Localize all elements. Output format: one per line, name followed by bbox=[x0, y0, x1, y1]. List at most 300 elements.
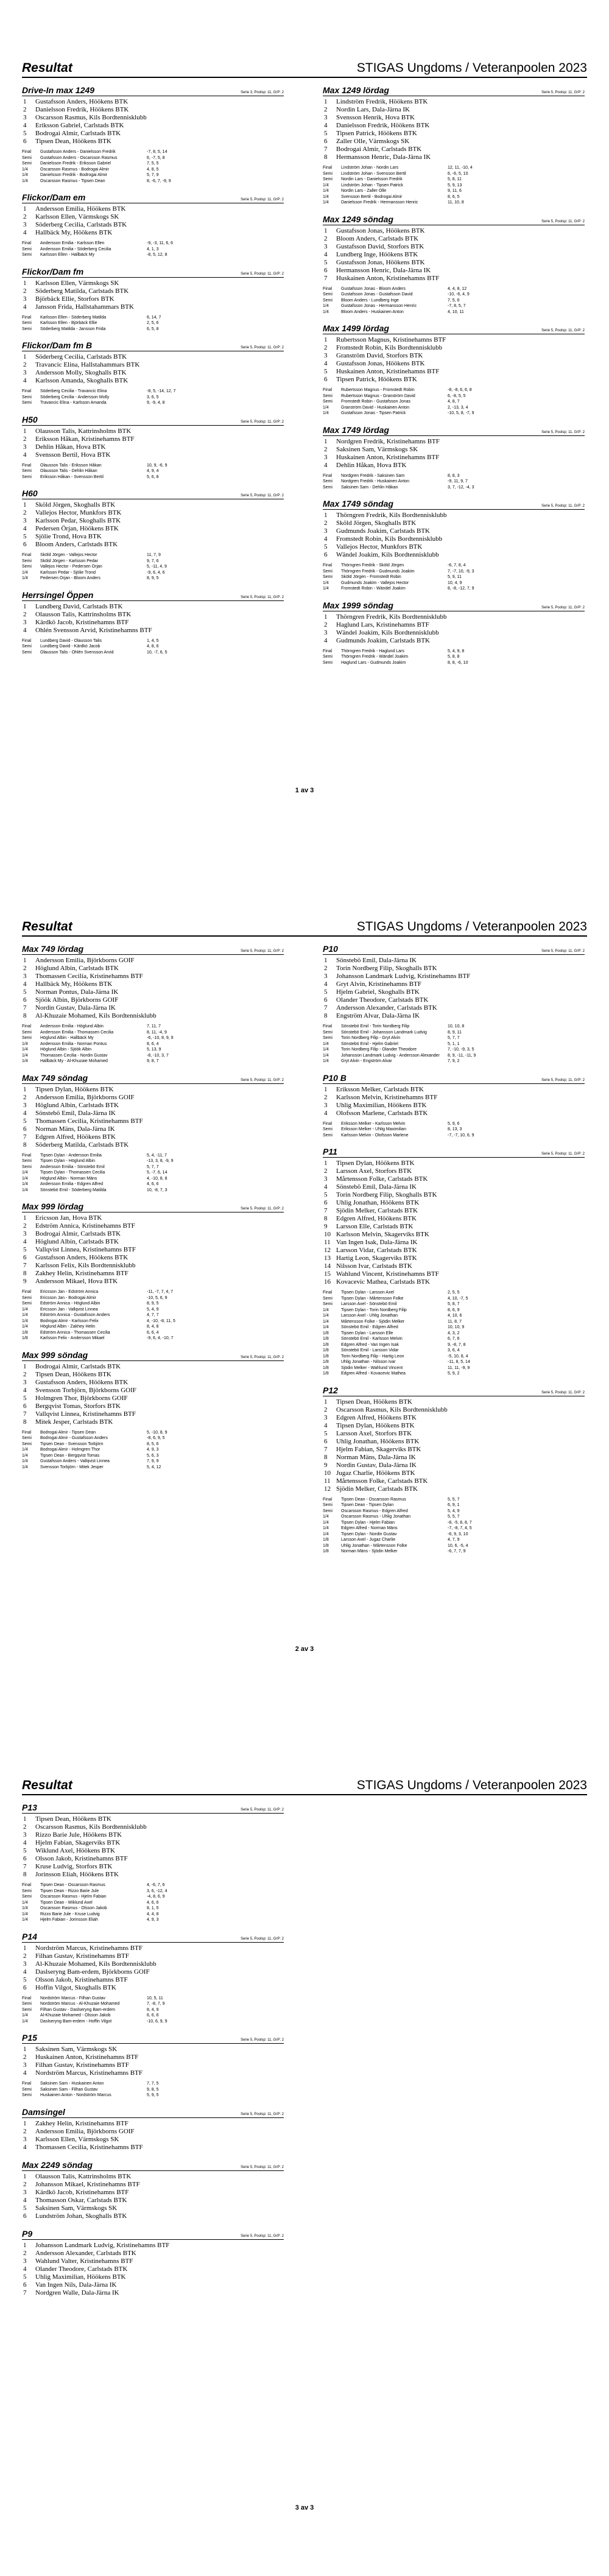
class-info: Serie 5, Poolsp: 11, GrP: 2 bbox=[541, 504, 585, 508]
match-score: 7, 11, 7 bbox=[147, 1024, 161, 1029]
placement-row bbox=[323, 344, 585, 352]
match-round: 1/4 bbox=[323, 1041, 329, 1046]
placement-row bbox=[323, 235, 585, 243]
placement-list bbox=[22, 603, 284, 635]
placement-row bbox=[22, 2281, 284, 2289]
match-players: Nordgren Fredrik - Saksinen Sam bbox=[341, 473, 405, 478]
class-info: Serie 5, Poolsp: 11, GrP: 2 bbox=[241, 949, 284, 953]
placement-row bbox=[22, 2189, 284, 2197]
match-score: -8, -10, 3, 7 bbox=[147, 1053, 169, 1058]
match-players: Eriksson Melker - Karlsson Melvin bbox=[341, 1121, 406, 1126]
placement-number: 4 bbox=[23, 377, 27, 384]
placement-number: 4 bbox=[23, 122, 27, 129]
player-name: Huskainen Anton, Kristinehamns BTF bbox=[336, 453, 440, 461]
placement-number: 2 bbox=[23, 965, 27, 972]
match-row bbox=[22, 1307, 284, 1313]
match-row bbox=[323, 1325, 585, 1331]
match-score: 4, 3, 2 bbox=[448, 1331, 460, 1336]
match-round: 1/4 bbox=[323, 1520, 329, 1525]
placement-number: 6 bbox=[23, 1125, 27, 1133]
placement-row bbox=[22, 1086, 284, 1094]
player-name: Gustafsson Anders, Höökens BTK bbox=[35, 1254, 128, 1261]
match-row bbox=[323, 399, 585, 405]
match-score: 8, 13, 3 bbox=[448, 1127, 462, 1131]
match-score: 8, 5, 6 bbox=[147, 1441, 159, 1446]
match-score: 5, 1, 1 bbox=[448, 1041, 460, 1046]
class-info: Serie 5, Poolsp: 11, GrP: 2 bbox=[241, 1207, 284, 1211]
class-info: Serie 5, Poolsp: 11, GrP: 2 bbox=[541, 949, 585, 953]
match-players: Olausson Talis - Dehlin Håkan bbox=[40, 469, 97, 473]
match-round: 1/4 bbox=[22, 1906, 28, 1910]
class-section bbox=[323, 323, 585, 417]
player-name: Vallejos Hector, Munkfors BTK bbox=[336, 543, 423, 551]
match-round: Semi bbox=[22, 1888, 32, 1893]
placement-number: 1 bbox=[324, 98, 328, 105]
match-row bbox=[22, 1441, 284, 1448]
match-score: -10, 5, 8, -7, 9 bbox=[448, 411, 474, 415]
header-title: Resultat bbox=[22, 920, 72, 934]
match-score: 5, 13, 9 bbox=[147, 1047, 161, 1052]
match-round: Final bbox=[22, 1996, 32, 2001]
player-name: Eriksson Gabriel, Carlstads BTK bbox=[35, 122, 124, 129]
placement-row bbox=[22, 2144, 284, 2152]
match-score: 4, 7, 9 bbox=[448, 1538, 460, 1542]
placement-number: 3 bbox=[23, 1960, 27, 1968]
placement-number: 2 bbox=[23, 509, 27, 516]
player-name: Sköld Jörgen, Skoghalls BTK bbox=[336, 519, 417, 527]
player-name: Karlsson Felix, Kils Bordtennisklubb bbox=[35, 1262, 136, 1269]
match-players: Oscarsson Rasmus - Uhlig Jonathan bbox=[341, 1515, 410, 1519]
placement-row bbox=[22, 509, 284, 517]
placement-row bbox=[323, 454, 585, 462]
match-players: Tipsen Dean - Wiklund Axel bbox=[40, 1900, 93, 1905]
placement-number: 3 bbox=[324, 628, 328, 636]
match-round: Semi bbox=[22, 1301, 32, 1306]
placement-row bbox=[323, 98, 585, 106]
class-info: Serie 5, Poolsp: 11, GrP: 2 bbox=[241, 595, 284, 599]
match-row bbox=[323, 649, 585, 655]
match-players: Sköld Jörgen - Karlsson Pedar bbox=[40, 558, 98, 563]
match-players: Olausson Talis - Eriksson Håkan bbox=[40, 463, 102, 468]
placement-row bbox=[22, 957, 284, 965]
placement-number: 4 bbox=[23, 980, 27, 988]
match-players: Travancic Elina - Karlsson Amanda bbox=[40, 401, 107, 405]
player-name: Wahlund Valter, Kristinehamns BTF bbox=[35, 2257, 133, 2265]
player-name: Al-Khuzaie Mohamed, Kils Bordtennisklubb bbox=[35, 1012, 157, 1019]
player-name: Van Ingen Nils, Dala-Järna IK bbox=[35, 2281, 117, 2289]
placement-number: 4 bbox=[324, 1109, 328, 1117]
match-players: Tipsen Dylan - Torin Nordberg Filip bbox=[341, 1307, 407, 1312]
placement-number: 2 bbox=[324, 106, 328, 113]
placement-row bbox=[22, 280, 284, 287]
placement-number: 2 bbox=[23, 287, 27, 295]
match-score: 2, 5, 6 bbox=[147, 321, 159, 325]
class-title bbox=[323, 499, 585, 510]
placement-number: 1 bbox=[23, 353, 27, 361]
placement-row bbox=[323, 1469, 585, 1477]
match-round: 1/4 bbox=[22, 1318, 28, 1323]
match-list bbox=[22, 389, 284, 406]
match-round: 1/4 bbox=[22, 2013, 28, 2018]
placement-number: 4 bbox=[23, 525, 27, 532]
match-score: 8, 6, 4 bbox=[147, 1041, 159, 1046]
placement-number: 4 bbox=[23, 2196, 27, 2204]
match-row bbox=[323, 1520, 585, 1526]
placement-list bbox=[323, 957, 585, 1020]
match-players: Söderberg Matilda - Jansson Frida bbox=[40, 326, 106, 331]
match-score: -7, -7, 10, 6, 9 bbox=[448, 1133, 474, 1138]
placement-number: 6 bbox=[324, 138, 328, 145]
match-players: Andersson Emilia - Sönstebö Emil bbox=[40, 1164, 105, 1169]
player-name: Huskainen Anton, Kristinehamns BTF bbox=[336, 274, 440, 282]
placement-row bbox=[22, 1110, 284, 1117]
placement-number: 11 bbox=[324, 1477, 331, 1485]
player-name: Zakhey Helin, Kristinehamns BTF bbox=[35, 2119, 128, 2127]
placement-row bbox=[323, 251, 585, 259]
page-header bbox=[22, 918, 587, 937]
match-round: Final bbox=[323, 1121, 333, 1126]
player-name: Gustafsson Anders, Höökens BTK bbox=[35, 98, 128, 105]
match-round: 1/8 bbox=[323, 1348, 329, 1353]
match-round: 1/4 bbox=[22, 1176, 28, 1181]
placement-number: 1 bbox=[324, 613, 328, 621]
match-players: Oscarsson Rasmus - Hjelm Fabian bbox=[40, 1895, 107, 1899]
player-name: Olander Theodore, Carlstads BTK bbox=[336, 996, 429, 1004]
match-score: 7, 5, 6 bbox=[448, 298, 460, 303]
match-row bbox=[22, 178, 284, 185]
placement-number: 5 bbox=[23, 2204, 27, 2212]
match-players: Johansson Landmark Ludvig - Andersson Alexander bbox=[341, 1053, 440, 1058]
placement-row bbox=[22, 501, 284, 509]
player-name: Uhlig Jonathan, Höökens BTK bbox=[336, 1437, 420, 1445]
player-name: Zaller Olle, Värmskogs SK bbox=[336, 138, 410, 145]
match-round: Semi bbox=[323, 485, 333, 490]
class-info: Serie 3, Poolsp: 11, GrP: 2 bbox=[241, 91, 284, 94]
placement-number: 3 bbox=[23, 1831, 27, 1839]
match-round: 1/4 bbox=[22, 1188, 28, 1192]
match-players: Nordgren Fredrik - Huskainen Anton bbox=[341, 479, 410, 484]
class-title bbox=[22, 590, 284, 601]
match-row bbox=[22, 1024, 284, 1030]
placement-row bbox=[323, 1191, 585, 1199]
placement-row bbox=[22, 2046, 284, 2053]
match-round: 1/8 bbox=[22, 1330, 28, 1335]
match-round: 1/8 bbox=[323, 1371, 329, 1376]
match-players: Ericsson Jan - Bodrogai Almir bbox=[40, 1295, 96, 1300]
match-round: 1/4 bbox=[22, 1448, 28, 1452]
match-players: Huskainen Anton - Nordström Marcus bbox=[40, 2093, 111, 2097]
match-players: Larsson Axel - Sönstebö Emil bbox=[341, 1302, 397, 1306]
match-row bbox=[323, 1041, 585, 1047]
match-players: Thörngren Fredrik - Sköld Jörgen bbox=[341, 563, 404, 568]
match-players: Höglund Albin - Hallbäck My bbox=[40, 1036, 94, 1040]
match-round: Semi bbox=[22, 161, 32, 166]
placement-row bbox=[323, 376, 585, 384]
placement-row bbox=[323, 1422, 585, 1430]
player-name: Sköld Jörgen, Skoghalls BTK bbox=[35, 501, 116, 509]
placement-row bbox=[323, 1262, 585, 1270]
match-score: 10, 4, 9 bbox=[448, 580, 462, 585]
player-name: Olausson Talis, Kattrinsholms BTK bbox=[35, 427, 132, 435]
match-players: Gudmunds Joakim - Vallejos Hector bbox=[341, 580, 409, 585]
player-name: Huskainen Anton, Kristinehamns BTF bbox=[336, 368, 440, 375]
placement-row bbox=[323, 1215, 585, 1223]
match-score: 9, -9, 4, 8 bbox=[147, 401, 165, 405]
match-players: Edström Annica - Höglund Albin bbox=[40, 1301, 100, 1306]
class-title bbox=[323, 425, 585, 436]
player-name: Saksinen Sam, Värmskogs SK bbox=[336, 445, 418, 453]
match-round: Final bbox=[22, 1430, 32, 1435]
player-name: Bloom Anders, Carlstads BTK bbox=[336, 234, 419, 242]
match-players: Svensson Bertil - Bodrogai Almir bbox=[341, 194, 403, 199]
player-name: Karlsson Ellen, Värmskogs SK bbox=[35, 2135, 119, 2143]
match-row bbox=[22, 395, 284, 401]
class-title bbox=[22, 1932, 284, 1943]
player-name: Thomassen Cecilia, Kristinehamns BTF bbox=[35, 1117, 143, 1125]
match-round: Semi bbox=[323, 575, 333, 579]
player-name: Hermansson Henric, Dala-Järna IK bbox=[336, 153, 431, 161]
class-section bbox=[323, 944, 585, 1065]
placement-row bbox=[323, 336, 585, 344]
match-score: 11, 11, -9, 9 bbox=[448, 1365, 470, 1370]
match-round: Final bbox=[22, 1290, 32, 1294]
class-info: Serie 5, Poolsp: 11, GrP: 2 bbox=[241, 1078, 284, 1082]
player-name: Uhlig Maximilian, Höökens BTK bbox=[336, 1101, 427, 1109]
match-round: Semi bbox=[323, 1296, 333, 1301]
class-section bbox=[22, 192, 284, 258]
match-row bbox=[22, 1336, 284, 1342]
placement-number: 5 bbox=[23, 1117, 27, 1125]
player-name: Fromstedt Robin, Kils Bordtennisklubb bbox=[336, 535, 443, 543]
match-players: Sönstebö Emil - Söderberg Matilda bbox=[40, 1188, 107, 1192]
match-score: 3, 7, -12, -4, 3 bbox=[448, 485, 474, 490]
player-name: Lindström Fredrik, Höökens BTK bbox=[336, 98, 428, 105]
class-info: Serie 5, Poolsp: 11, GrP: 2 bbox=[541, 1390, 585, 1395]
placement-number: 8 bbox=[23, 1270, 27, 1277]
placement-number: 3 bbox=[324, 1175, 328, 1183]
placement-row bbox=[22, 2061, 284, 2069]
placement-number: 5 bbox=[23, 1976, 27, 1983]
match-score: 8, 8, 3 bbox=[448, 473, 460, 478]
placement-row bbox=[22, 1410, 284, 1418]
player-name: Hoffin Vilgot, Skoghalls BTK bbox=[35, 1983, 116, 1991]
match-players: Danielsson Fredrik - Bodrogai Almir bbox=[40, 173, 108, 177]
match-row bbox=[22, 1912, 284, 1918]
match-score: 3, 6, 5 bbox=[147, 395, 159, 399]
player-name: Edgren Alfred, Höökens BTK bbox=[336, 1215, 417, 1222]
placement-list bbox=[323, 1398, 585, 1493]
placement-row bbox=[22, 1379, 284, 1387]
match-row bbox=[22, 575, 284, 582]
placement-number: 4 bbox=[324, 1183, 328, 1191]
player-name: Ericsson Jan, Hova BTK bbox=[35, 1214, 102, 1222]
placement-row bbox=[22, 2212, 284, 2220]
match-score: -6, -10, 8, 9, 9 bbox=[147, 1036, 174, 1040]
placement-number: 1 bbox=[23, 205, 27, 213]
match-score: 8, 11, -4, 9 bbox=[147, 1030, 167, 1035]
class-name: P15 bbox=[22, 2033, 37, 2043]
match-row bbox=[22, 1324, 284, 1330]
match-row bbox=[22, 1047, 284, 1053]
class-name: Herrsingel Öppen bbox=[22, 589, 94, 600]
match-row bbox=[22, 1312, 284, 1318]
class-info: Serie 5, Poolsp: 11, GrP: 2 bbox=[541, 1152, 585, 1156]
class-section bbox=[323, 85, 585, 206]
match-players: Uhlig Jonathan - Nilsson Ivar bbox=[341, 1360, 396, 1364]
placement-number: 5 bbox=[23, 2273, 27, 2281]
match-row bbox=[22, 252, 284, 258]
match-score: 4, -10, -8, 11, 5 bbox=[147, 1318, 175, 1323]
match-round: 1/4 bbox=[323, 1526, 329, 1530]
match-score: -6, 7, 8, 4 bbox=[448, 563, 466, 568]
class-section bbox=[22, 415, 284, 480]
placement-number: 4 bbox=[23, 1238, 27, 1245]
match-row bbox=[22, 315, 284, 321]
placement-row bbox=[323, 973, 585, 980]
player-name: Nordgren Walle, Dala-Järna IK bbox=[35, 2289, 119, 2296]
player-name: Torin Nordberg Filip, Skoghalls BTK bbox=[336, 1191, 437, 1198]
match-row bbox=[323, 1058, 585, 1065]
results-column bbox=[323, 85, 585, 674]
placement-row bbox=[22, 1395, 284, 1402]
placement-row bbox=[323, 535, 585, 543]
match-score: 8, 4, 8 bbox=[147, 1325, 159, 1329]
match-players: Gustafsson Anders - Oscarsson Rasmus bbox=[40, 155, 118, 160]
placement-row bbox=[323, 1223, 585, 1231]
placement-number: 1 bbox=[23, 427, 27, 435]
match-row bbox=[22, 320, 284, 326]
placement-number: 2 bbox=[324, 1167, 328, 1175]
match-score: 8, 9, 11 bbox=[448, 1030, 462, 1035]
match-row bbox=[323, 286, 585, 292]
match-score: 4, 1, 3 bbox=[147, 247, 159, 252]
class-section bbox=[22, 2229, 284, 2297]
player-name: Kärdkö Jacob, Kristinehamns BTF bbox=[35, 618, 129, 626]
player-name: Saksinen Sam, Värmskogs SK bbox=[35, 2204, 118, 2212]
placement-row bbox=[323, 1454, 585, 1462]
placement-number: 12 bbox=[324, 1485, 331, 1493]
match-players: Sköld Jörgen - Fromstedt Robin bbox=[341, 575, 401, 579]
match-row bbox=[323, 303, 585, 309]
player-name: Huskainen Anton, Kristinehamns BTF bbox=[35, 2053, 139, 2061]
match-score: 10, 6, -5, 4 bbox=[448, 1543, 468, 1548]
player-name: Olausson Talis, Kattrinsholms BTK bbox=[35, 610, 132, 618]
match-score: 10, 10, 8 bbox=[448, 1024, 465, 1029]
placement-number: 3 bbox=[23, 618, 27, 626]
match-players: Sjödin Melker - Wahlund Vincent bbox=[341, 1365, 403, 1370]
placement-number: 7 bbox=[23, 1262, 27, 1269]
class-info: Serie 5, Poolsp: 11, GrP: 2 bbox=[241, 2038, 284, 2042]
player-name: Gryt Alvin, Kristinehamns BTF bbox=[336, 980, 421, 988]
match-round: Semi bbox=[22, 1441, 32, 1446]
match-row bbox=[22, 650, 284, 656]
match-round: 1/4 bbox=[323, 405, 329, 410]
placement-number: 3 bbox=[23, 2061, 27, 2069]
placement-row bbox=[22, 1952, 284, 1960]
player-name: Holmgren Thor, Björkborns GOIF bbox=[35, 1394, 128, 1402]
placement-row bbox=[323, 114, 585, 122]
match-round: Final bbox=[323, 166, 333, 170]
match-score: 11, 10, 8 bbox=[448, 200, 464, 205]
match-round: 1/4 bbox=[22, 173, 28, 177]
placement-row bbox=[323, 368, 585, 376]
player-name: Lundberg Inge, Höökens BTK bbox=[336, 250, 418, 258]
placement-row bbox=[323, 106, 585, 114]
match-round: Semi bbox=[323, 177, 333, 181]
match-score: 6, -8, 5, 5 bbox=[448, 393, 466, 398]
player-name: Mårtensson Folke, Carlstads BTK bbox=[336, 1477, 428, 1485]
placement-row bbox=[323, 613, 585, 621]
placement-row bbox=[22, 1363, 284, 1371]
match-round: 1/4 bbox=[323, 1515, 329, 1519]
match-list bbox=[22, 638, 284, 656]
placement-row bbox=[22, 1418, 284, 1426]
placement-list bbox=[22, 98, 284, 146]
match-round: Semi bbox=[323, 171, 333, 176]
match-players: Torin Nordberg Filip - Gryt Alvin bbox=[341, 1036, 401, 1040]
match-row bbox=[323, 1024, 585, 1030]
match-row bbox=[22, 1170, 284, 1176]
match-score: 4, 6, 6 bbox=[147, 1900, 159, 1905]
placement-row bbox=[22, 2242, 284, 2250]
placement-row bbox=[22, 611, 284, 619]
placement-row bbox=[323, 543, 585, 551]
placement-number: 3 bbox=[23, 2135, 27, 2143]
player-name: Sjödin Melker, Carlstads BTK bbox=[336, 1207, 418, 1214]
match-score: -10, -6, 4, 9 bbox=[448, 292, 470, 297]
placement-row bbox=[22, 627, 284, 635]
placement-number: 9 bbox=[324, 1223, 328, 1230]
match-round: 1/4 bbox=[22, 1453, 28, 1458]
placement-row bbox=[22, 996, 284, 1004]
match-players: Pedersen Örjan - Bloom Anders bbox=[40, 576, 100, 580]
placement-list bbox=[323, 613, 585, 645]
placement-row bbox=[323, 980, 585, 988]
match-row bbox=[22, 1153, 284, 1159]
placement-number: 2 bbox=[23, 1370, 27, 1378]
match-players: Daslseryng Bam-erdem - Hoffin Vilgot bbox=[40, 2019, 112, 2024]
match-round: 1/4 bbox=[22, 1325, 28, 1329]
match-row bbox=[323, 1313, 585, 1319]
match-round: Semi bbox=[323, 298, 333, 303]
placement-row bbox=[323, 243, 585, 251]
match-row bbox=[323, 200, 585, 206]
placement-row bbox=[22, 1230, 284, 1238]
placement-row bbox=[323, 512, 585, 519]
player-name: Vallqvist Linnea, Kristinehamns BTF bbox=[35, 1246, 136, 1253]
class-section bbox=[22, 85, 284, 184]
match-row bbox=[323, 309, 585, 315]
match-players: Söderberg Cecilia - Andersson Molly bbox=[40, 395, 110, 399]
placement-number: 8 bbox=[23, 1012, 27, 1019]
placement-row bbox=[22, 980, 284, 988]
player-name: Kärdkö Jacob, Kristinehamns BTF bbox=[35, 2188, 129, 2196]
match-row bbox=[323, 1365, 585, 1371]
match-round: 1/4 bbox=[22, 178, 28, 183]
player-name: Jansson Frida, Hallstahammars BTK bbox=[35, 303, 134, 311]
placement-row bbox=[323, 1239, 585, 1247]
placement-number: 4 bbox=[23, 1968, 27, 1976]
player-name: Lundström Johan, Skoghalls BTK bbox=[35, 2212, 127, 2220]
class-name: Max 1499 lördag bbox=[323, 323, 389, 333]
match-round: 1/8 bbox=[323, 1354, 329, 1359]
match-row bbox=[22, 1888, 284, 1895]
match-score: 3, 6, 4 bbox=[448, 1348, 460, 1353]
placement-row bbox=[22, 1246, 284, 1254]
match-list bbox=[323, 1024, 585, 1065]
placement-number: 5 bbox=[23, 1394, 27, 1402]
match-row bbox=[323, 171, 585, 177]
